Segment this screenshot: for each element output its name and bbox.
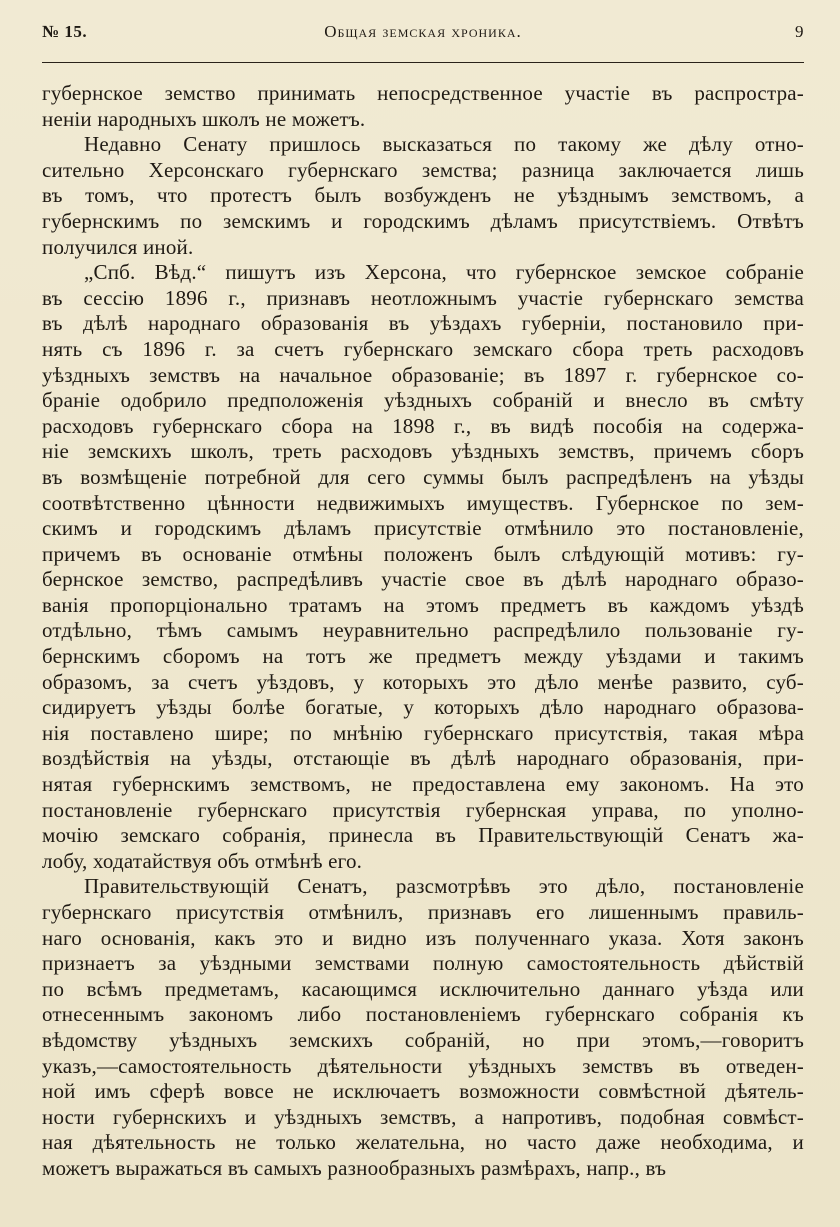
text-line: Правительствующій Сенатъ, разсмотрѣвъ это дѣло, постановленіе xyxy=(84,874,804,899)
text-line: расходовъ губернскаго сбора на 1898 г., въ видѣ пособія на содержа- xyxy=(42,413,804,438)
text-line: лобу, ходатайствуя объ отмѣнѣ его. xyxy=(42,848,363,873)
issue-number: № 15. xyxy=(42,22,88,41)
text-line: сидируетъ уѣзды болѣе богатые, у которыхъ дѣло народнаго образова- xyxy=(42,695,804,720)
text-line: бернскимъ сборомъ на тотъ же предметъ между уѣздами и такимъ xyxy=(42,644,804,669)
text-line: воздѣйствія на уѣзды, отстающіе въ дѣлѣ народнаго образованія, при- xyxy=(42,746,804,771)
paragraph xyxy=(42,874,804,1181)
text-line: губернское земство принимать непосредственное участіе въ распростра- xyxy=(42,81,804,105)
paragraph xyxy=(42,81,804,132)
paragraph xyxy=(42,132,804,260)
text-line: въ дѣлѣ народнаго образованія въ уѣздахъ губерніи, постановило при- xyxy=(42,311,804,336)
text-line: отдѣльно, тѣмъ самымъ неуравнительно распредѣлило пользованіе гу- xyxy=(42,618,804,643)
text-line: въ томъ, что протестъ былъ возбужденъ не уѣзднымъ земствомъ, а xyxy=(42,183,804,208)
text-line: уѣздныхъ земствъ на начальное образованіе; въ 1897 г. губернское со- xyxy=(42,362,804,387)
text-line: мочію земскаго собранія, принесла въ Правительствующій Сенатъ жа- xyxy=(42,823,804,848)
text-line: ванія пропорціонально тратамъ на этомъ предметъ въ каждомъ уѣздѣ xyxy=(42,592,804,617)
text-line: по всѣмъ предметамъ, касающимся исключительно даннаго уѣзда или xyxy=(42,976,804,1001)
text-line: неніи народныхъ школъ не можетъ. xyxy=(42,106,366,131)
text-line: ная дѣятельность не только желательна, но часто даже необходима, и xyxy=(42,1130,804,1155)
text-line: постановленіе губернскаго присутствія губернская управа, по уполно- xyxy=(42,797,804,822)
text-line: соотвѣтственно цѣнности недвижимыхъ имуществъ. Губернское по зем- xyxy=(42,490,804,515)
text-line: ніе земскихъ школъ, треть расходовъ уѣздныхъ земствъ, причемъ сборъ xyxy=(42,439,804,464)
text-line: вѣдомству уѣздныхъ земскихъ собраній, но при этомъ,—говоритъ xyxy=(42,1027,804,1052)
text-line: губернскимъ по земскимъ и городскимъ дѣламъ присутствіемъ. Отвѣтъ xyxy=(42,208,804,233)
text-line: въ сессію 1896 г., признавъ неотложнымъ участіе губернскаго земства xyxy=(42,285,804,310)
section-title: Общая земская хроника. xyxy=(324,22,522,41)
text-line: можетъ выражаться въ самыхъ разнообразныхъ размѣрахъ, напр., въ xyxy=(42,1155,667,1180)
text-line: нять съ 1896 г. за счетъ губернскаго земскаго сбора треть расходовъ xyxy=(42,336,804,361)
text-line: Недавно Сенату пришлось высказаться по такому же дѣлу отно- xyxy=(84,132,804,157)
page-number: 9 xyxy=(795,22,804,41)
text-line: въ возмѣщеніе потребной для сего суммы былъ распредѣленъ на уѣзды xyxy=(42,464,804,489)
article-body xyxy=(42,81,804,1182)
text-line: браніе одобрило предположенія уѣздныхъ собраній и внесло въ смѣту xyxy=(42,388,804,413)
text-line: скимъ и городскимъ дѣламъ присутствіе отмѣнило это постановленіе, xyxy=(42,516,804,541)
text-line: указъ,—самостоятельность дѣятельности уѣздныхъ земствъ въ отведен- xyxy=(42,1053,804,1078)
header-rule xyxy=(42,62,804,63)
text-line: нія поставлено шире; по мнѣнію губернскаго присутствія, такая мѣра xyxy=(42,720,804,745)
text-line: сительно Херсонскаго губернскаго земства; разница заключается лишь xyxy=(42,157,804,182)
text-line: губернскаго присутствія отмѣнилъ, признавъ его лишеннымъ правиль- xyxy=(42,900,804,924)
text-line: отнесеннымъ закономъ либо постановленіемъ губернскаго собранія къ xyxy=(42,1002,804,1027)
text-line: ности губернскихъ и уѣздныхъ земствъ, а напротивъ, подобная совмѣст- xyxy=(42,1104,804,1129)
text-line: признаетъ за уѣздными земствами полную самостоятельность дѣйствій xyxy=(42,951,804,976)
text-line: ной имъ сферѣ вовсе не исключаетъ возможности совмѣстной дѣятель- xyxy=(42,1079,804,1104)
text-line: причемъ въ основаніе отмѣны положенъ былъ слѣдующій мотивъ: гу- xyxy=(42,541,804,566)
text-line: бернское земство, распредѣливъ участіе свое въ дѣлѣ народнаго образо- xyxy=(42,567,804,592)
running-header xyxy=(42,20,804,50)
text-line: „Спб. Вѣд.“ пишутъ изъ Херсона, что губернское земское собраніе xyxy=(84,260,804,285)
paragraph xyxy=(42,260,804,874)
text-line: образомъ, за счетъ уѣздовъ, у которыхъ это дѣло менѣе развито, суб- xyxy=(42,669,804,694)
text-line: получился иной. xyxy=(42,234,194,259)
text-line: наго основанія, какъ это и видно изъ полученнаго указа. Хотя законъ xyxy=(42,925,804,950)
text-line: нятая губернскимъ земствомъ, не предоставлена ему закономъ. На это xyxy=(42,772,804,797)
